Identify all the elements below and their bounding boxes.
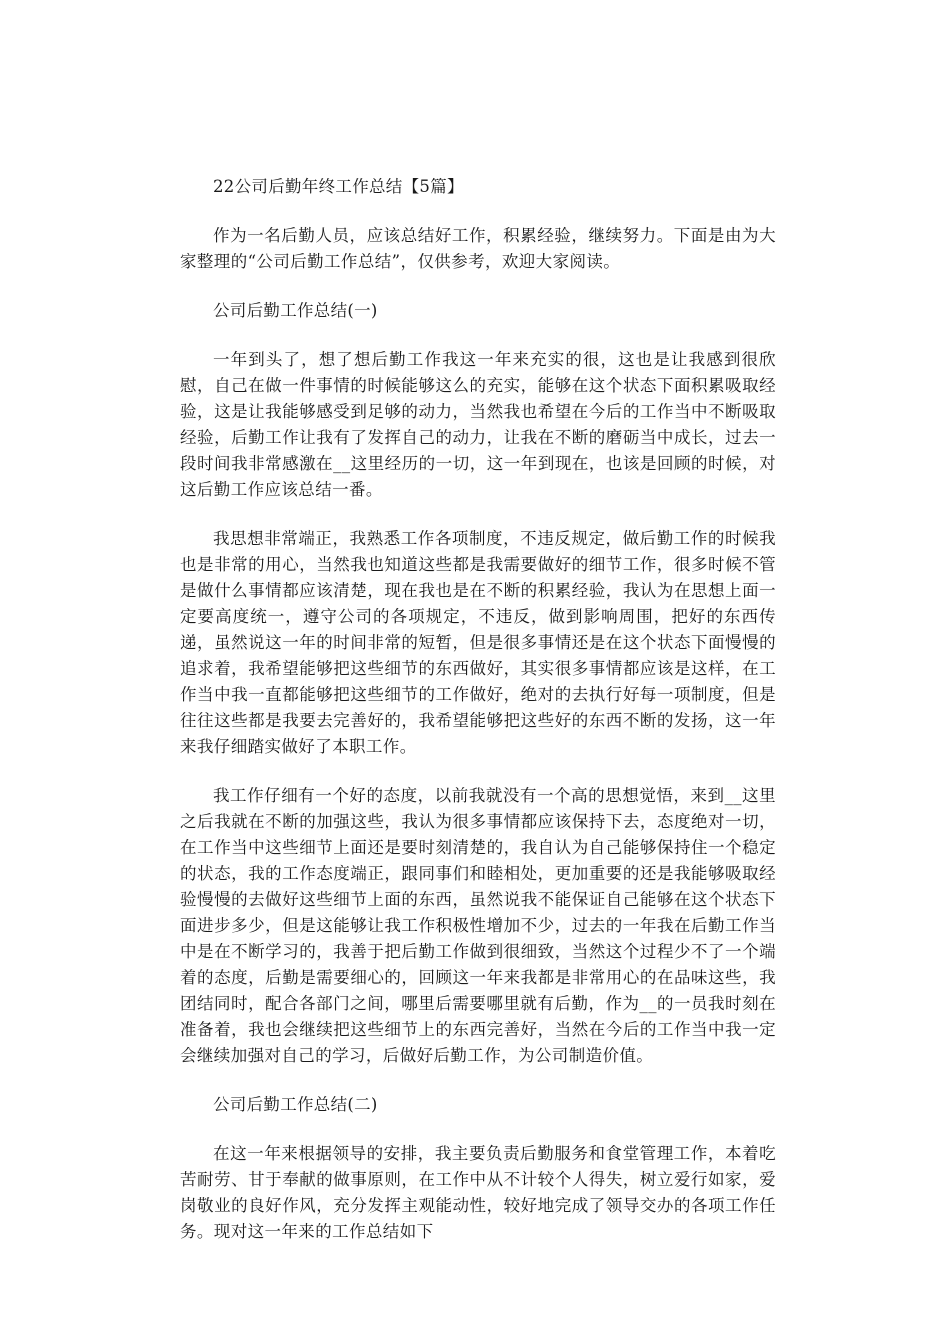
section1-paragraph-1: 一年到头了，想了想后勤工作我这一年来充实的很，这也是让我感到很欣慰，自己在做一件事情的时候能够这么的充实，能够在这个状态下面积累吸取经验，这是让我能够感受到足够的动力，当然我也希望在今后的工作当中不断吸取经验，后勤工作让我有了发挥自己的动力，让我在不断的磨砺当中成长，过去一段时间我非常感激在__这里经历的一切，这一年到现在，也该是回顾的时候，对这后勤工作应该总结一番。 (180, 350, 776, 499)
section-heading-1: 公司后勤工作总结(一) (213, 301, 378, 320)
section-heading-2: 公司后勤工作总结(二) (213, 1095, 378, 1114)
document-title: 22公司后勤年终工作总结【5篇】 (213, 177, 464, 196)
section1-paragraph-2: 我思想非常端正，我熟悉工作各项制度，不违反规定，做后勤工作的时候我也是非常的用心，当然我也知道这些都是我需要做好的细节工作，很多时候不管是做什么事情都应该清楚，现在我也是在不断的积累经验，我认为在思想上面一定要高度统一，遵守公司的各项规定，不违反，做到影响周围，把好的东西传递，虽然说这一年的时间非常的短暂，但是很多事情还是在这个状态下面慢慢的追求着，我希望能够把这些细节的东西做好，其实很多事情都应该是这样，在工作当中我一直都能够把这些细节的工作做好，绝对的去执行好每一项制度，但是往往这些都是我要去完善好的，我希望能够把这些好的东西不断的发扬，这一年来我仔细踏实做好了本职工作。 (180, 529, 776, 756)
document-body (180, 174, 776, 1268)
section1-paragraph-3: 我工作仔细有一个好的态度，以前我就没有一个高的思想觉悟，来到__这里之后我就在不断的加强这些，我认为很多事情都应该保持下去，态度绝对一切，在工作当中这些细节上面还是要时刻清楚的，我自认为自己能够保持住一个稳定的状态，我的工作态度端正，跟同事们和睦相处，更加重要的还是我能够吸取经验慢慢的去做好这些细节上面的东西，虽然说我不能保证自己能够在这个状态下面进步多少，但是这能够让我工作积极性增加不少，过去的一年我在后勤工作当中是在不断学习的，我善于把后勤工作做到很细致，当然这个过程少不了一个端着的态度，后勤是需要细心的，回顾这一年来我都是非常用心的在品味这些，我团结同时，配合各部门之间，哪里后需要哪里就有后勤，作为__的一员我时刻在准备着，我也会继续把这些细节上的东西完善好，当然在今后的工作当中我一定会继续加强对自己的学习，后做好后勤工作，为公司制造价值。 (180, 786, 776, 1065)
section2-paragraph-1: 在这一年来根据领导的安排，我主要负责后勤服务和食堂管理工作，本着吃苦耐劳、甘于奉献的做事原则，在工作中从不计较个人得失，树立爱行如家，爱岗敬业的良好作风，充分发挥主观能动性，较好地完成了领导交办的各项工作任务。现对这一年来的工作总结如下 (180, 1144, 776, 1241)
intro-paragraph: 作为一名后勤人员，应该总结好工作，积累经验，继续努力。下面是由为大家整理的“公司后勤工作总结”，仅供参考，欢迎大家阅读。 (180, 226, 776, 271)
